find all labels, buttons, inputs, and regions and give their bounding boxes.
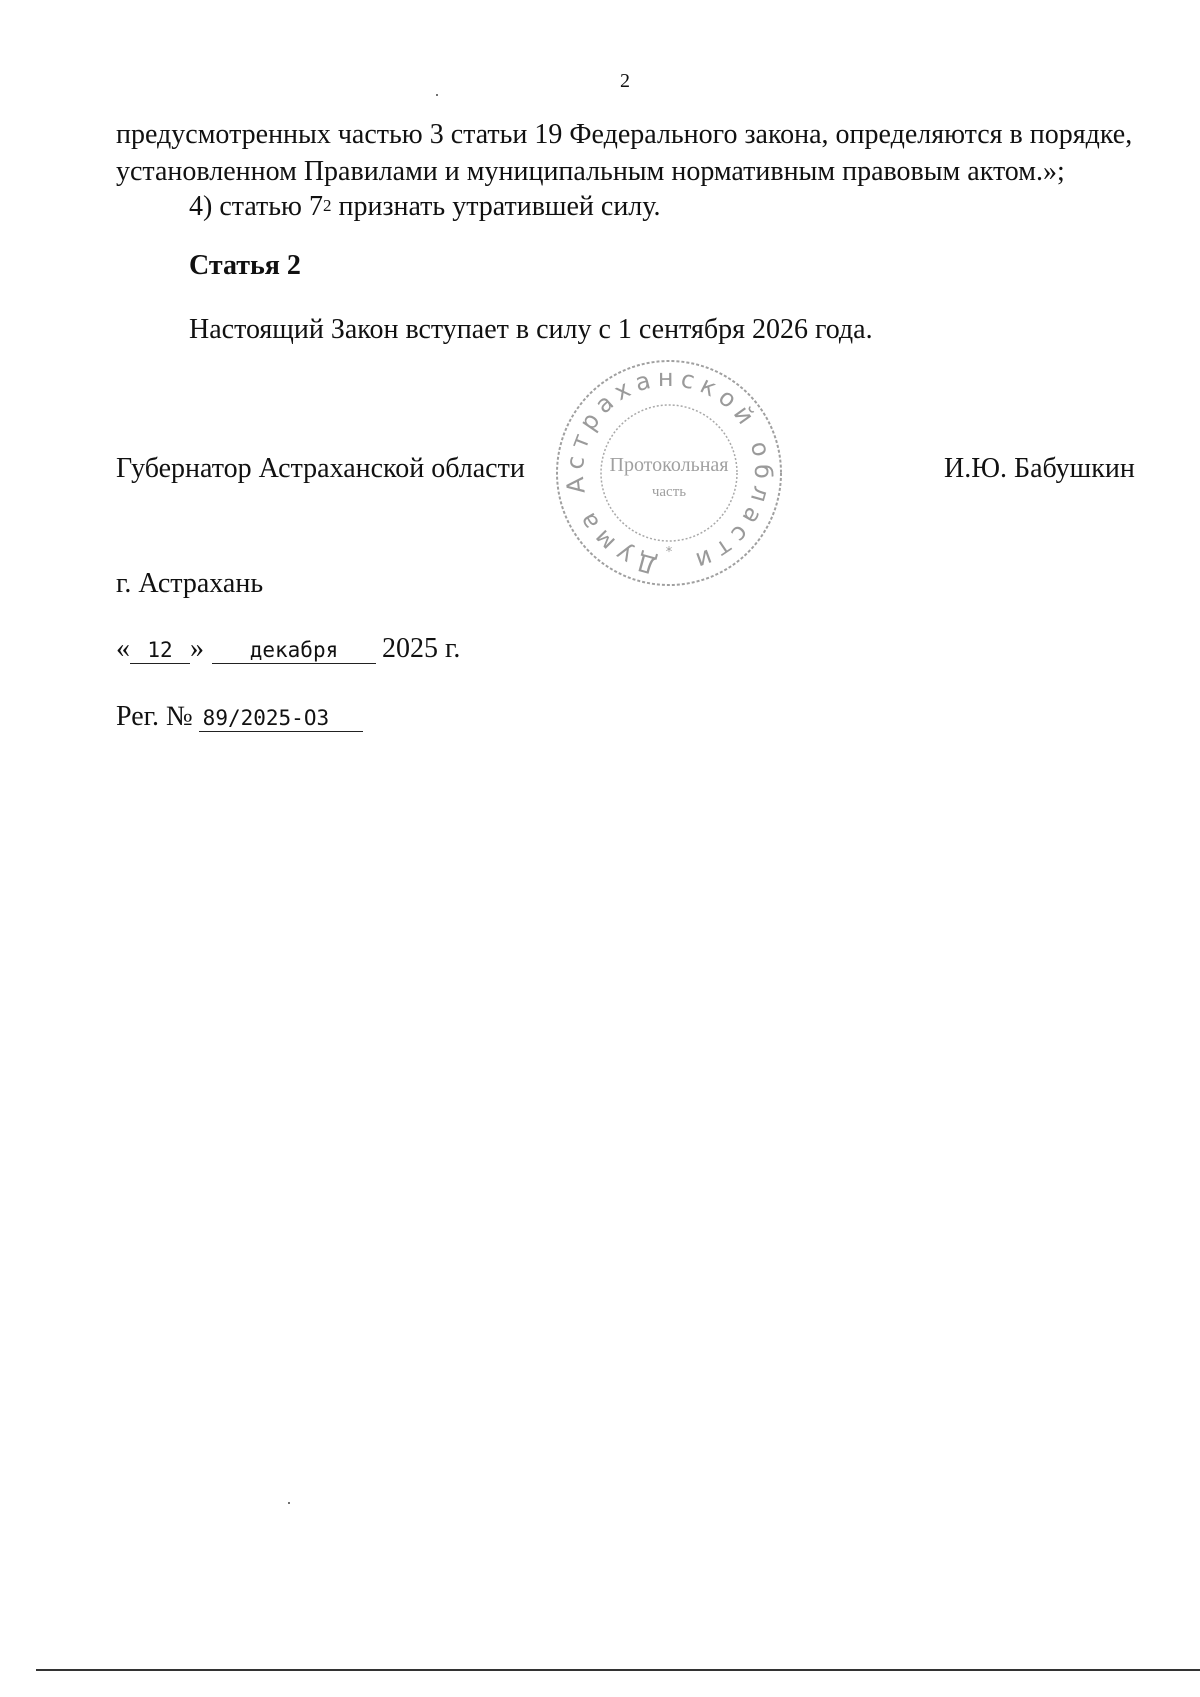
registration-label: Рег. № [116,701,193,732]
bottom-scan-edge-line [36,1669,1200,1671]
stamp-center-line-1: Протокольная [609,454,729,476]
body-line-3-start: 4) статью 7 [189,191,323,222]
place-of-signing: г. Астрахань [116,568,264,599]
body-line-2: установленном Правилами и муниципальным нормативным правовым актом.»; [116,156,1065,187]
stamp-ring-textpath: Дума Астраханской области [560,363,778,580]
registration-line [116,700,363,734]
signing-date [116,632,460,666]
date-month: декабря [212,637,376,664]
stamp-star: * [665,545,673,560]
registration-number: 89/2025-ОЗ [199,705,363,732]
superscript-index: 2 [322,196,332,215]
scan-speck [288,1502,290,1504]
body-line-1: предусмотренных частью 3 статьи 19 Федерального закона, определяются в порядке, [116,119,1133,150]
date-open-quote: « [116,633,130,664]
page-number: 2 [620,70,630,92]
date-day: 12 [130,637,190,664]
body-line-3-end: признать утратившей силу. [331,191,661,222]
article-heading: Статья 2 [189,250,301,281]
date-close-quote: » [190,633,204,664]
article-text: Настоящий Закон вступает в силу с 1 сентября 2026 года. [189,314,873,345]
stamp-center-line-2: часть [651,484,687,500]
date-year: 2025 г. [382,633,461,664]
signer-title: Губернатор Астраханской области [116,453,525,484]
body-line-3 [189,190,660,227]
signer-name: И.Ю. Бабушкин [944,453,1135,484]
official-stamp-seal [552,358,786,588]
scan-speck [436,94,438,96]
